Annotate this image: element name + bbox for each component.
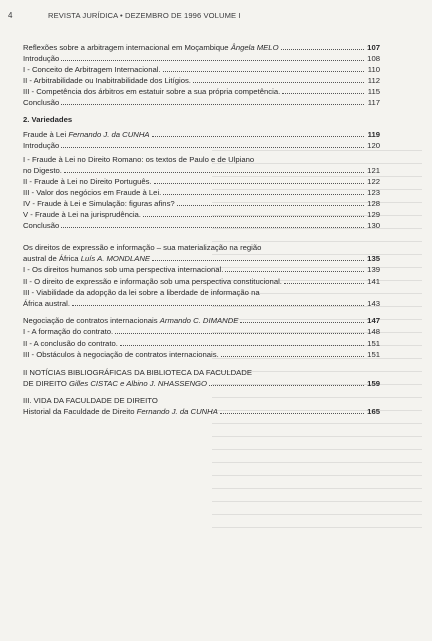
toc-entry-author: Luís A. MONDLANE [80,254,151,263]
toc-page-number: 121 [367,166,380,175]
toc-entry[interactable] [23,221,380,230]
toc-entry-text: Conclusão [23,98,60,107]
toc-entry-title [23,98,59,107]
toc-entry-text: Fraude à Lei [23,130,67,139]
toc-page-number: 159 [367,379,380,388]
toc-page-number: 139 [367,265,380,274]
leader-dots [177,205,364,206]
toc-entry-author: Fernando J. da CUNHA [136,407,218,416]
toc-entry-text: II - O direito de expressão e informação sob uma perspectiva constitucional. [23,277,282,286]
toc-entry-title [23,188,161,197]
toc-entry-title [23,221,59,230]
toc-entry-text: África austral. [23,299,70,308]
toc-page-number: 108 [367,54,380,63]
toc-entry-text: III - Obstáculos à negociação de contratos internacionais. [23,350,219,359]
toc-entry[interactable] [23,339,380,348]
toc-entry-title [23,254,150,263]
leader-dots [154,183,364,184]
toc-entry[interactable] [23,188,380,197]
toc-entry-text: Conclusão [23,221,60,230]
toc-entry-text: I - A formação do contrato. [23,327,114,336]
toc-page-number: 128 [367,199,380,208]
toc-entry-author: Gilles CISTAC e Albino J. NHASSENGO [69,379,207,388]
toc-page-number: 141 [367,277,380,286]
toc-entry-title [23,379,207,388]
toc-entry[interactable] [23,288,380,297]
leader-dots [209,385,364,386]
leader-dots [281,49,364,50]
leader-dots [152,136,365,137]
toc-entry-title [23,43,279,52]
toc-page-number: 123 [367,188,380,197]
toc-page-number: 107 [367,43,380,52]
leader-dots [193,82,364,83]
leader-dots [61,147,364,148]
toc-entry[interactable] [23,368,380,377]
toc-entry-title [23,339,118,348]
toc-entry-text: II - Arbitrabilidade ou Inabitrabilidade dos Litígios. [23,76,191,85]
toc-entry-title [23,76,191,85]
leader-dots [282,93,364,94]
toc-entry-text: III - Competência dos árbitros em estatuir sobre a sua própria competência. [23,87,281,96]
toc-entry[interactable] [23,54,380,63]
toc-page-number: 143 [367,299,380,308]
toc-entry[interactable] [23,379,380,388]
toc-entry-text: III. VIDA DA FACULDADE DE DIREITO [23,396,158,405]
toc-entry-title [23,199,175,208]
toc-entry-title [23,265,223,274]
toc-entry-title [23,299,70,308]
leader-dots [225,271,364,272]
toc-entry-text: Historial da Faculdade de Direito [23,407,135,416]
toc-entry-author: Armando C. DIMANDE [159,316,239,325]
toc-entry[interactable] [23,141,380,150]
toc-page-number: 135 [367,254,380,263]
toc-entry-text: II - Fraude à Lei no Direito Português. [23,177,152,186]
journal-title: REVISTA JURÍDICA • DEZEMBRO DE 1996 VOLUME I [48,11,241,20]
toc-page-number: 115 [367,87,380,96]
toc-entry-title [23,166,62,175]
toc-page-number: 147 [367,316,380,325]
toc-entry-text: I - Fraude à Lei no Direito Romano: os textos de Paulo e de Ulpiano [23,155,255,164]
leader-dots [220,413,364,414]
toc-entry[interactable] [23,299,380,308]
toc-entry-title [23,243,261,252]
toc-entry-text: I - Os direitos humanos sob uma perspectiva internacional. [23,265,224,274]
leader-dots [61,104,364,105]
toc-page-number: 129 [367,210,380,219]
toc-page-number: 151 [367,339,380,348]
toc-page-number: 122 [367,177,380,186]
toc-page-number: 119 [367,130,380,139]
toc-entry-text: II NOTÍCIAS BIBLIOGRÁFICAS DA BIBLIOTECA DA FACULDADE [23,368,252,377]
toc-entry[interactable] [23,243,380,252]
toc-entry[interactable] [23,65,380,74]
leader-dots [163,194,364,195]
toc-entry[interactable] [23,98,380,107]
toc-entry-title [23,327,113,336]
toc-page-number: 117 [367,98,380,107]
leader-dots [115,333,364,334]
toc-entry-title [23,155,254,164]
toc-entry-text: Os direitos de expressão e informação – sua materialização na região [23,243,262,252]
toc-page-number: 151 [367,350,380,359]
toc-entry[interactable] [23,76,380,85]
toc-entry-title [23,87,280,96]
toc-entry-title [23,65,161,74]
leader-dots [61,227,364,228]
toc-entry-text: Negociação de contratos internacionais [23,316,158,325]
page-number: 4 [8,11,13,20]
toc-entry[interactable] [23,316,380,325]
toc-entry[interactable] [23,277,380,286]
toc-entry-title [23,210,141,219]
toc-entry[interactable] [23,87,380,96]
toc-entry[interactable] [23,327,380,336]
toc-entry[interactable] [23,130,380,139]
toc-entry-text: III - Viabilidade da adopção da lei sobre a liberdade de informação na [23,288,260,297]
toc-entry-title [23,316,238,325]
toc-page-number: 120 [367,141,380,150]
leader-dots [120,345,364,346]
toc-page-number: 110 [367,65,380,74]
leader-dots [152,260,364,261]
toc-entry-title [23,407,218,416]
leader-dots [143,216,364,217]
toc-entry-title [23,350,219,359]
toc-entry-author: Ângela MELO [230,43,279,52]
toc-entry-title [23,130,150,139]
section-heading: 2. Variedades [23,115,73,124]
toc-page-number: 112 [367,76,380,85]
toc-page-number: 148 [367,327,380,336]
toc-entry-title [23,288,260,297]
toc-entry[interactable] [23,407,380,416]
toc-entry-title [23,277,282,286]
leader-dots [240,322,364,323]
leader-dots [163,71,364,72]
toc-entry-text: II - A conclusão do contrato. [23,339,118,348]
toc-entry-author: Fernando J. da CUNHA [68,130,150,139]
toc-entry-title [23,177,152,186]
toc-entry[interactable] [23,396,380,405]
leader-dots [61,60,364,61]
leader-dots [72,305,364,306]
toc-entry[interactable] [23,177,380,186]
toc-entry-text: Reflexões sobre a arbitragem internacional em Moçambique [23,43,229,52]
toc-entry-title [23,54,59,63]
leader-dots [221,356,364,357]
toc-entry-text: III - Valor dos negócios em Fraude à Lei. [23,188,162,197]
toc-entry[interactable] [23,43,380,52]
toc-entry-title [23,141,59,150]
toc-entry-text: IV - Fraude à Lei e Simulação: figuras afins? [23,199,175,208]
toc-entry[interactable] [23,254,380,263]
toc-entry-text: V - Fraude à Lei na jurisprudência. [23,210,141,219]
toc-entry-title [23,396,158,405]
toc-entry[interactable] [23,166,380,175]
toc-entry-title [23,368,252,377]
toc-entry[interactable] [23,265,380,274]
leader-dots [284,283,364,284]
toc-entry-text: no Digesto. [23,166,62,175]
toc-entry-text: Introdução [23,54,60,63]
toc-entry[interactable] [23,210,380,219]
toc-entry-text: Introdução [23,141,60,150]
toc-entry-text: austral de África [23,254,79,263]
leader-dots [64,172,364,173]
toc-page-number: 165 [367,407,380,416]
toc-entry[interactable] [23,199,380,208]
toc-entry[interactable] [23,155,380,164]
toc-entry[interactable] [23,350,380,359]
toc-entry-text: DE DIREITO [23,379,67,388]
toc-page-number: 130 [367,221,380,230]
toc-entry-text: I - Conceito de Arbitragem Internacional. [23,65,161,74]
